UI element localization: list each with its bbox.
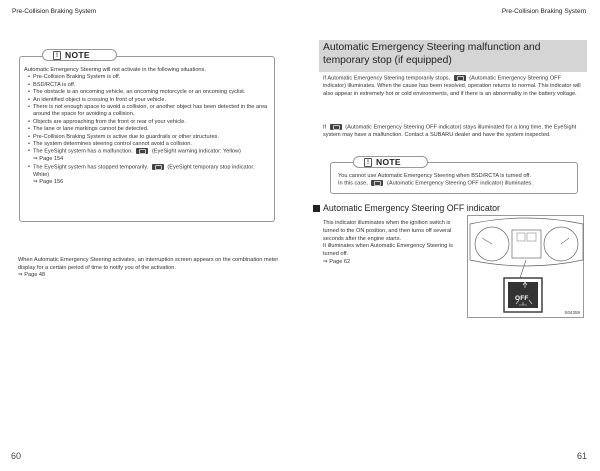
instrument-cluster-illustration [467,215,584,318]
note-tag-left: ! NOTE [42,49,117,61]
list-item: • The lane or lane markings cannot be detected. [24,126,272,133]
page-number-right: 61 [576,451,587,461]
note-tag-right: ! NOTE [353,156,428,168]
subheading: Automatic Emergency Steering OFF indicator [313,203,500,213]
page-ref: ⇒ Page 156 [33,179,64,186]
indicator-off-text: OFF [515,295,529,302]
list-item: • The system determines steering control cannot avoid a collision. [24,141,272,148]
header-left: Pre-Collision Braking System [12,8,97,15]
eyesight-warning-icon [136,148,148,154]
list-item-stopped: • The EyeSight system has stopped temporarily. (EyeSight temporary stop indicator: White) [24,164,272,179]
left-note-box [19,56,275,222]
page-number-left: 60 [11,451,22,461]
paragraph-1: If Automatic Emergency Steering temporarily stops, (Automatic Emergency Steering OFF indicator) illuminates. When the cause has been resolved, operation returns to normal. This indicator will also appear in extremely hot or cold environments, and if there is an abnormality in the battery voltage. [323,75,581,98]
list-item: • Pre-Collision Braking System is active due to guardrails or other structures. [24,134,272,141]
left-note-body [24,67,272,186]
aes-off-icon [454,75,466,81]
list-item: • An identified object is crossing in front of your vehicle. [24,97,272,104]
page-ref: ⇒ Page 154 [33,156,64,163]
section-title-box [319,40,587,72]
exclamation-icon: ! [364,158,372,167]
illustration-caption: S04359 [564,310,580,315]
aes-off-icon [330,124,342,130]
note-intro: Automatic Emergency Steering will not activate in the following situations. [24,67,206,73]
eyesight-stop-icon [152,164,164,170]
right-note-body: You cannot use Automatic Emergency Steering when BSD/RCTA is turned off. In this case, (Automatic Emergency Steering OFF indicator) illuminates. [338,173,533,187]
list-item: • Pre-Collision Braking System is off. [24,74,272,81]
list-item-malfunction: • The EyeSight system has a malfunction. (EyeSight warning indicator: Yellow) [24,148,272,156]
page-ref: ⇒ Page 62 [323,258,351,265]
list-item: • The obstacle is an oncoming vehicle, an oncoming motorcycle or an oncoming cyclist. [24,89,272,96]
note-list [24,74,272,156]
header-right: Pre-Collision Braking System [501,8,586,15]
square-bullet-icon [313,205,320,212]
page-ref: ⇒ Page 48 [18,272,46,279]
list-item: • BSD/RCTA is off. [24,82,272,89]
paragraph-2: If (Automatic Emergency Steering OFF indicator) stays illuminated for a long time, the EyeSight system may have a malfunction. Contact a SUBARU dealer and have the system inspected. [323,124,577,139]
list-item: • There is not enough space to avoid a collision, or another object has been detected in the area around the space for avoiding a collision. [24,104,272,119]
paragraph-3: This indicator illuminates when the ignition switch is turned to the ON position, and then turns off several seconds after the engine starts. It illuminates when Automatic Emergency Steering is turned off. ⇒ Page 62 [323,220,461,267]
exclamation-icon: ! [53,51,61,60]
list-item: • Objects are approaching from the front or rear of your vehicle. [24,119,272,126]
meter-drawing [468,216,585,319]
left-paragraph: When Automatic Emergency Steering activates, an interruption screen appears on the combination meter display for a certain period of time to notify you of the activation. ⇒ Page 48 [18,257,279,279]
section-title: Automatic Emergency Steering malfunction and temporary stop (if equipped) [323,42,541,66]
aes-off-icon [371,180,383,186]
